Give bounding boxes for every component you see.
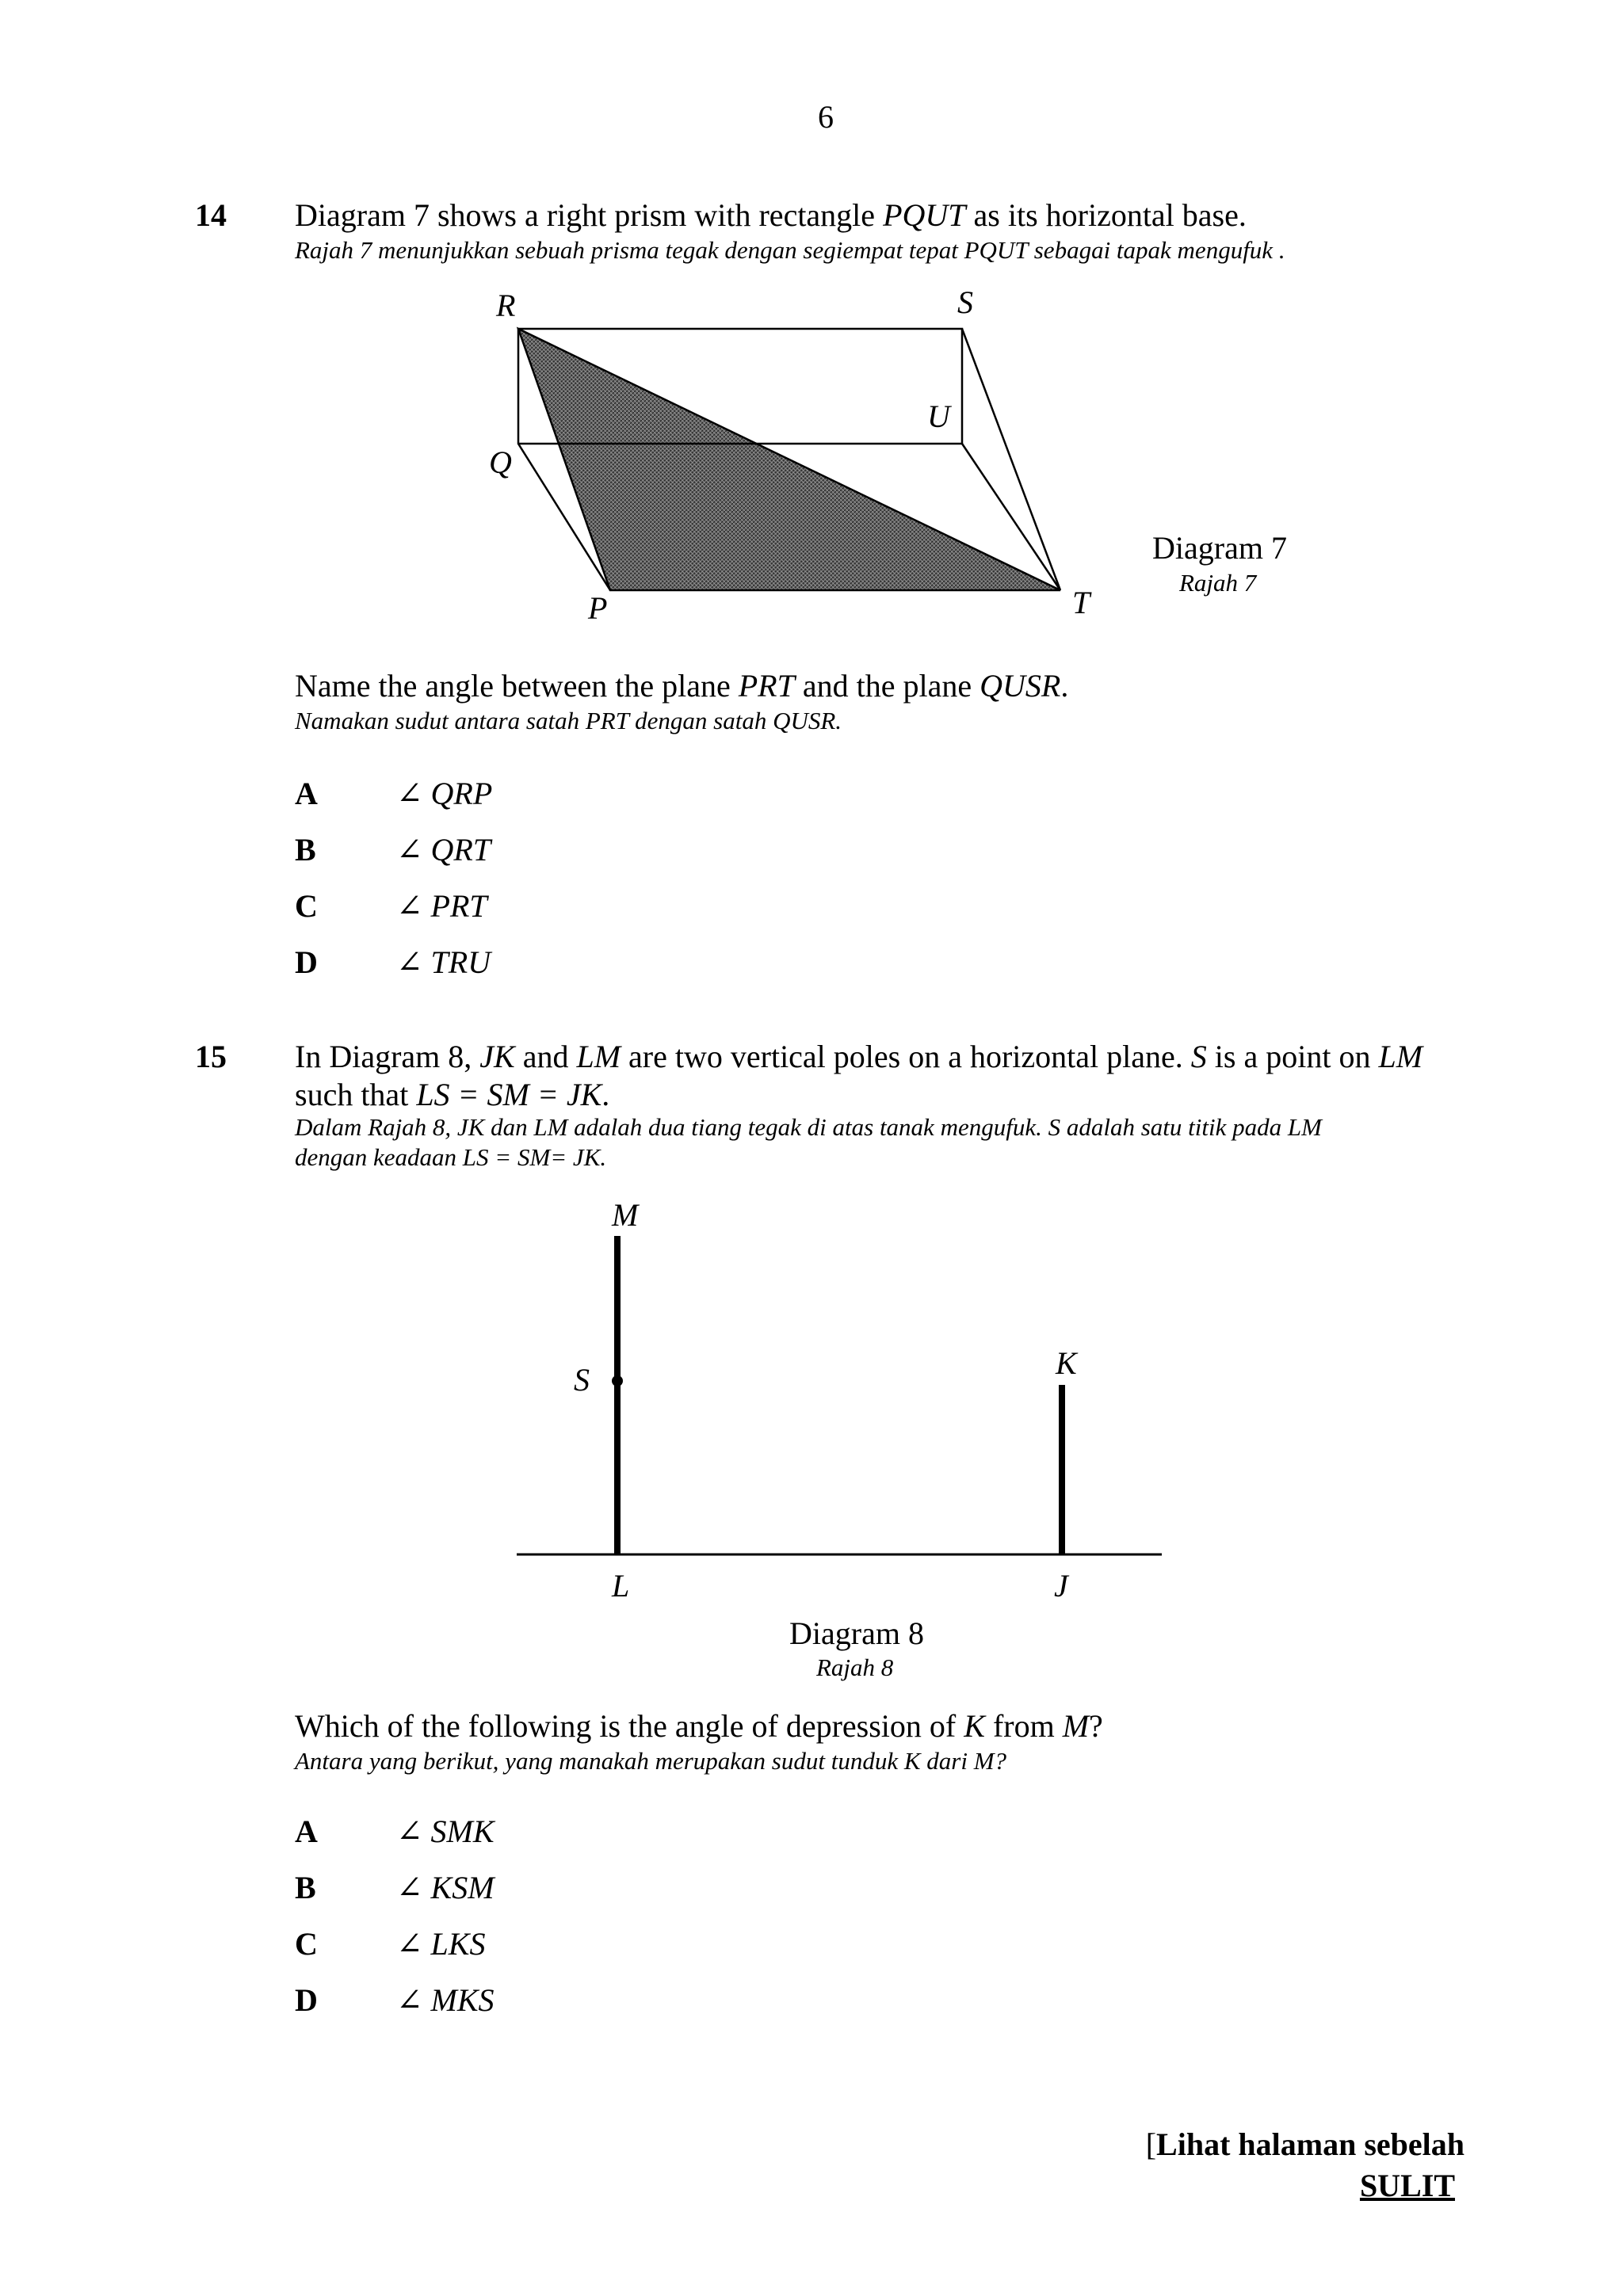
q15-option-a-text[interactable]: ∠ SMK (396, 1814, 495, 1849)
q14-question-en-3: and the plane (794, 668, 980, 704)
point-s (612, 1375, 623, 1386)
q15-line1-4: LM (576, 1039, 621, 1074)
q14-option-b-text[interactable]: ∠ QRT (396, 832, 491, 868)
question-15-number: 15 (195, 1039, 227, 1074)
label-r: R (496, 288, 516, 323)
footer-classification: SULIT (1359, 2168, 1455, 2203)
q14-option-a-text[interactable]: ∠ QRP (396, 776, 493, 811)
label-k: K (1056, 1345, 1077, 1381)
q14-question-en-4: QUSR (980, 668, 1061, 704)
label-s-point: S (574, 1362, 590, 1398)
q14-text-en-3: as its horizontal base. (965, 197, 1247, 233)
q14-option-d-text[interactable]: ∠ TRU (396, 944, 491, 980)
label-u: U (927, 399, 950, 434)
q15-line2-2: LS = SM = JK (416, 1077, 602, 1112)
q14-text-en-1: Diagram 7 shows a right prism with rectangle (295, 197, 884, 233)
label-s: S (957, 284, 973, 320)
q15-question-en-4: M (1062, 1708, 1090, 1744)
q15-question-en-5: ? (1089, 1708, 1103, 1744)
question-14-number: 14 (195, 197, 227, 233)
label-m: M (612, 1197, 639, 1233)
q15-option-a-letter[interactable]: A (295, 1814, 318, 1849)
diagram-8-caption-my: Rajah 8 (816, 1653, 894, 1681)
footer-next-page (1146, 2126, 1465, 2163)
q14-option-c-letter[interactable]: C (295, 888, 318, 924)
q15-text-my-1: Dalam Rajah 8, JK dan LM adalah dua tiang tegak di atas tanak mengufuk. S adalah satu titik pada LM (295, 1113, 1322, 1141)
label-t: T (1072, 585, 1090, 620)
label-l: L (612, 1568, 630, 1604)
q15-question-en-2: K (964, 1708, 985, 1744)
q15-question-en (295, 1707, 1103, 1745)
q15-line1-8: LM (1378, 1039, 1423, 1074)
q15-text-my-2: dengan keadaan LS = SM= JK. (295, 1143, 607, 1171)
label-q: Q (489, 444, 512, 480)
q14-question-my: Namakan sudut antara satah PRT dengan satah QUSR. (295, 707, 842, 734)
footer-bracket: [ (1145, 2126, 1157, 2162)
q14-option-b-letter[interactable]: B (295, 832, 316, 868)
q15-question-my: Antara yang berikut, yang manakah merupakan sudut tunduk K dari M? (295, 1747, 1007, 1775)
label-j: J (1054, 1568, 1068, 1604)
q14-question-en-2: PRT (738, 668, 795, 704)
q14-option-c-text[interactable]: ∠ PRT (396, 888, 487, 924)
q14-question-en-1: Name the angle between the plane (295, 668, 739, 704)
q15-option-c-letter[interactable]: C (295, 1926, 318, 1962)
page-number: 6 (818, 99, 834, 135)
q14-option-d-letter[interactable]: D (295, 944, 318, 980)
q14-option-a-letter[interactable]: A (295, 776, 318, 811)
q14-question-en-5: . (1060, 668, 1069, 704)
q15-option-b-letter[interactable]: B (295, 1870, 316, 1905)
label-p: P (588, 590, 608, 626)
q15-line2-3: . (601, 1077, 610, 1112)
q15-line1-5: are two vertical poles on a horizontal plane. (621, 1039, 1191, 1074)
q15-line1-6: S (1190, 1039, 1207, 1074)
q15-line1-1: In Diagram 8, (295, 1039, 480, 1074)
q15-option-d-letter[interactable]: D (295, 1982, 318, 2018)
q14-text-my: Rajah 7 menunjukkan sebuah prisma tegak dengan segiempat tepat PQUT sebagai tapak mengufuk . (295, 236, 1285, 264)
diagram-7-caption: Diagram 7 (1152, 530, 1287, 566)
diagram-8-caption: Diagram 8 (789, 1615, 924, 1651)
diagram-7-caption-my: Rajah 7 (1179, 569, 1257, 597)
q15-option-d-text[interactable]: ∠ MKS (396, 1982, 495, 2018)
q14-text-en-2: PQUT (883, 197, 966, 233)
q15-line2-1: such that (295, 1077, 417, 1112)
q15-question-en-1: Which of the following is the angle of depression of (295, 1708, 964, 1744)
q15-line1-7: is a point on (1206, 1039, 1379, 1074)
q15-line1-3: and (514, 1039, 577, 1074)
q15-question-en-3: from (984, 1708, 1063, 1744)
q15-option-b-text[interactable]: ∠ KSM (396, 1870, 495, 1905)
q15-option-c-text[interactable]: ∠ LKS (396, 1926, 486, 1962)
q15-line1-2: JK (479, 1039, 515, 1074)
footer-next-page-text: Lihat halaman sebelah (1156, 2126, 1465, 2162)
